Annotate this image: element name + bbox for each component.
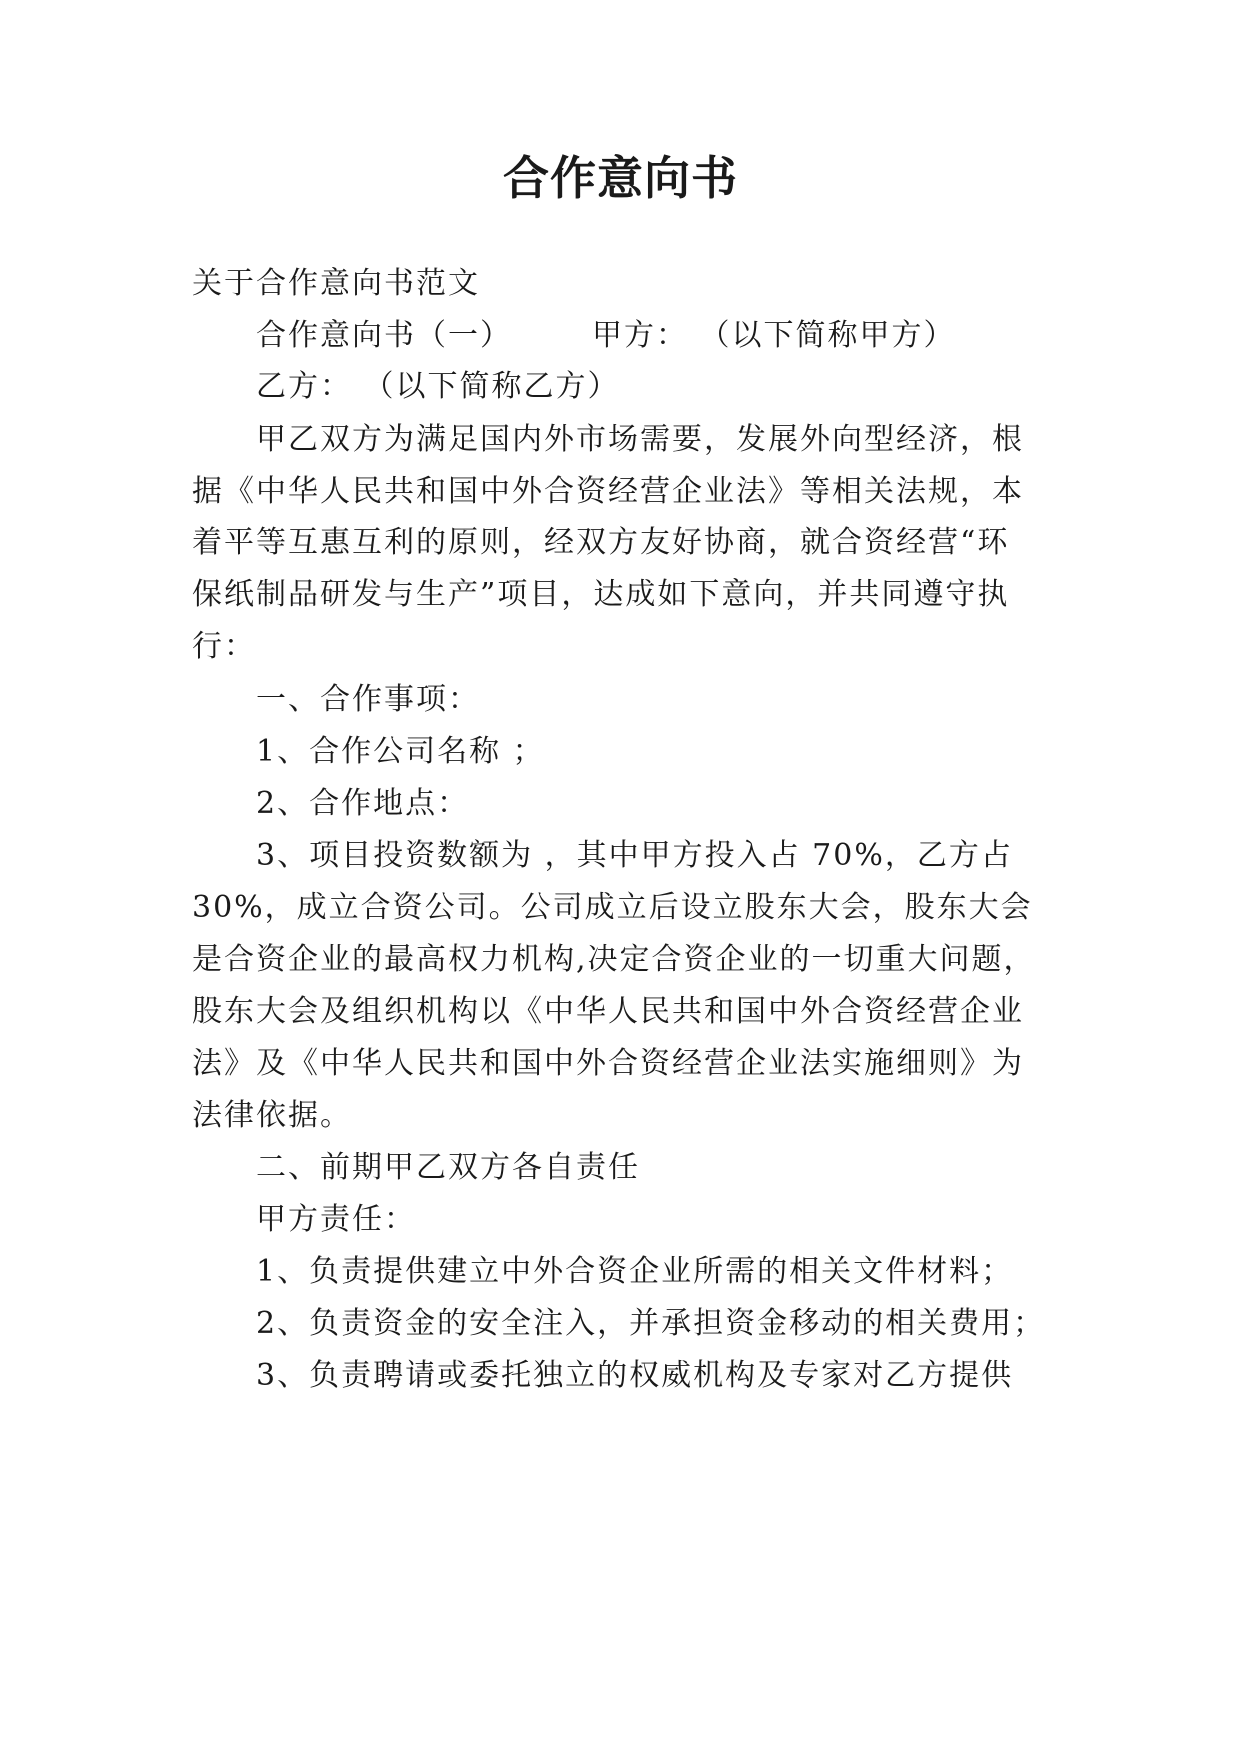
paragraph-line: 30%，成立合资公司。公司成立后设立股东大会，股东大会	[192, 890, 1033, 925]
list-item: 3、负责聘请或委托独立的权威机构及专家对乙方提供	[256, 1358, 1014, 1393]
party-b-line: 乙方： （以下简称乙方）	[256, 369, 620, 404]
section-heading: 一、合作事项：	[256, 682, 480, 717]
section-heading: 二、前期甲乙双方各自责任	[256, 1150, 640, 1185]
paragraph-line: 法》及《中华人民共和国中外合资经营企业法实施细则》为	[192, 1046, 1024, 1081]
paragraph-line: 保纸制品研发与生产”项目，达成如下意向，并共同遵守执	[192, 577, 1010, 612]
subtitle-line: 关于合作意向书范文	[192, 266, 480, 301]
paragraph-line: 股东大会及组织机构以《中华人民共和国中外合资经营企业	[192, 994, 1024, 1029]
list-item: 3、项目投资数额为 ，其中甲方投入占 70%，乙方占	[256, 838, 1013, 873]
party-a-line: 甲方： （以下简称甲方）	[592, 318, 956, 353]
document-title: 合作意向书	[503, 151, 738, 205]
list-item: 2、合作地点：	[256, 786, 470, 821]
paragraph-line: 法律依据。	[192, 1098, 352, 1133]
section-heading: 合作意向书（一）	[256, 318, 512, 353]
paragraph-line	[256, 316, 1072, 356]
paragraph-line: 着平等互惠互利的原则，经双方友好协商，就合资经营“环	[192, 525, 1010, 560]
list-item: 1、负责提供建立中外合资企业所需的相关文件材料；	[256, 1254, 1014, 1289]
list-item: 1、合作公司名称 ；	[256, 734, 545, 769]
paragraph-line: 甲乙双方为满足国内外市场需要，发展外向型经济，根	[256, 422, 1024, 457]
paragraph-line: 行：	[192, 629, 256, 664]
subsection-heading: 甲方责任：	[256, 1202, 416, 1237]
paragraph-line: 是合资企业的最高权力机构,决定合资企业的一切重大问题，	[192, 942, 1036, 977]
list-item: 2、负责资金的安全注入，并承担资金移动的相关费用；	[256, 1306, 1046, 1341]
paragraph-line: 据《中华人民共和国中外合资经营企业法》等相关法规，本	[192, 474, 1024, 509]
